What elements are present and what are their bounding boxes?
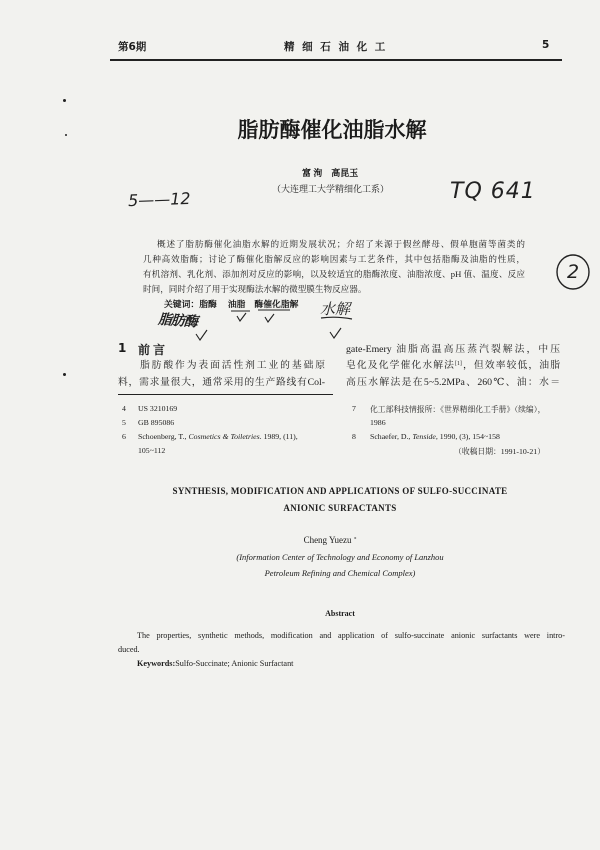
reference-author: Schoenberg, T., bbox=[138, 432, 189, 441]
check-mark bbox=[196, 330, 207, 340]
scan-speck bbox=[63, 373, 66, 376]
body-line: gate-Emery 油脂高温高压蒸汽裂解法，中压 bbox=[346, 344, 560, 355]
reference-detail: . 1989, (11), bbox=[259, 432, 298, 441]
keyword: 油脂 bbox=[227, 300, 246, 310]
reference-journal: Tenside bbox=[412, 432, 436, 441]
abstract-line: 概述了脂肪酶催化油脂水解的近期发展状况；介绍了来源于假丝酵母、假单胞菌等菌类的 bbox=[157, 239, 525, 249]
reference-text: GB 895086 bbox=[138, 418, 175, 427]
handwritten-class-code: TQ 641 bbox=[450, 179, 536, 204]
handwritten-note-lipase: 脂肪酶 bbox=[157, 311, 198, 331]
author-name: Cheng Yuezu bbox=[303, 535, 352, 545]
citation-marker: [1] bbox=[455, 361, 462, 368]
scan-speck bbox=[65, 134, 67, 136]
reference-text-continued: 105~112 bbox=[138, 446, 166, 455]
section-title: 前言 bbox=[138, 343, 169, 357]
references-rule bbox=[118, 394, 333, 395]
english-affiliation-line: (Information Center of Technology and Economy of Lanzhou bbox=[236, 552, 444, 562]
received-date: （收稿日期：1991-10-21） bbox=[454, 447, 545, 456]
reference-text: 化工部科技情报所：《世界精细化工手册》（续编）， bbox=[370, 405, 546, 414]
keywords-line bbox=[164, 297, 298, 310]
header-journal-name: 精 细 石 油 化 工 bbox=[284, 41, 388, 53]
english-affiliation-line: Petroleum Refining and Chemical Complex) bbox=[264, 568, 416, 578]
body-text: ，但效率较低，油脂 bbox=[461, 360, 561, 371]
reference-number: 4 bbox=[122, 404, 126, 413]
body-line: 脂肪酸作为表面活性剂工业的基础原 bbox=[140, 360, 325, 371]
english-keywords bbox=[137, 658, 293, 670]
abstract-line: 时间，同时介绍了用于实现酶法水解的微型膜生物反应器。 bbox=[143, 284, 367, 294]
reference-number: 7 bbox=[352, 404, 356, 413]
reference-journal: Cosmetics & Toiletries bbox=[188, 432, 260, 441]
body-text: 皂化及化学催化水解法 bbox=[346, 360, 456, 371]
handwritten-circled-number: 2 bbox=[566, 261, 580, 283]
reference-text bbox=[138, 432, 298, 441]
check-mark bbox=[330, 328, 341, 338]
reference-text-continued: 1986 bbox=[370, 418, 386, 427]
handwritten-page-range: 5——12 bbox=[127, 188, 191, 211]
english-keywords-label: Keywords: bbox=[137, 659, 176, 668]
body-line: 高压水解法是在5~5.2MPa、260℃、油：水＝ bbox=[346, 377, 560, 388]
english-abstract-heading: Abstract bbox=[325, 609, 355, 618]
scan-speck bbox=[63, 99, 66, 102]
english-abstract-line: The properties, synthetic methods, modification and application of sulfo-succinate anionic surfactants were intro- bbox=[137, 631, 565, 640]
english-title-line: SYNTHESIS, MODIFICATION AND APPLICATIONS OF SULFO-SUCCINATE bbox=[172, 486, 508, 496]
english-author bbox=[230, 535, 430, 545]
english-abstract-line: duced. bbox=[118, 645, 140, 654]
article-authors: 富 洵 高昆玉 bbox=[302, 168, 359, 178]
article-affiliation: （大连理工大学精细化工系） bbox=[272, 184, 390, 194]
keywords-label: 关键词： bbox=[164, 300, 200, 310]
keyword: 酶催化脂解 bbox=[254, 300, 299, 310]
body-line bbox=[346, 357, 560, 374]
handwritten-note-hydrolysis: 水解 bbox=[320, 300, 351, 318]
abstract-line: 有机溶剂、乳化剂、添加剂对反应的影响，以及较适宜的脂酶浓度、油脂浓度、pH 值、温度、反应 bbox=[143, 269, 525, 279]
reference-author: Schaefer, D., bbox=[370, 432, 413, 441]
header-page-number: 5 bbox=[542, 39, 550, 51]
body-line: 料，需求量很大，通常采用的生产路线有Col- bbox=[118, 377, 325, 388]
reference-text: US 3210169 bbox=[138, 404, 178, 413]
abstract-line: 几种高效脂酶；讨论了酶催化脂解反应的影响因素与工艺条件，其中包括脂酶及油脂的性质， bbox=[143, 254, 525, 264]
reference-number: 5 bbox=[122, 418, 126, 427]
check-mark bbox=[265, 314, 274, 322]
reference-number: 8 bbox=[352, 432, 356, 441]
check-mark bbox=[237, 313, 246, 321]
english-keywords-text: Sulfo-Succinate; Anionic Surfactant bbox=[175, 659, 294, 668]
author-mark: * bbox=[353, 536, 357, 543]
english-title-line: ANIONIC SURFACTANTS bbox=[283, 503, 397, 513]
reference-text bbox=[370, 432, 500, 441]
reference-number: 6 bbox=[122, 432, 126, 441]
section-number: 1 bbox=[118, 341, 127, 355]
reference-detail: , 1990, (3), 154~158 bbox=[435, 432, 500, 441]
header-issue: 第6期 bbox=[118, 41, 147, 53]
header-rule bbox=[110, 59, 562, 61]
article-title: 脂肪酶催化油脂水解 bbox=[237, 118, 427, 142]
keyword: 脂酶 bbox=[199, 300, 217, 310]
